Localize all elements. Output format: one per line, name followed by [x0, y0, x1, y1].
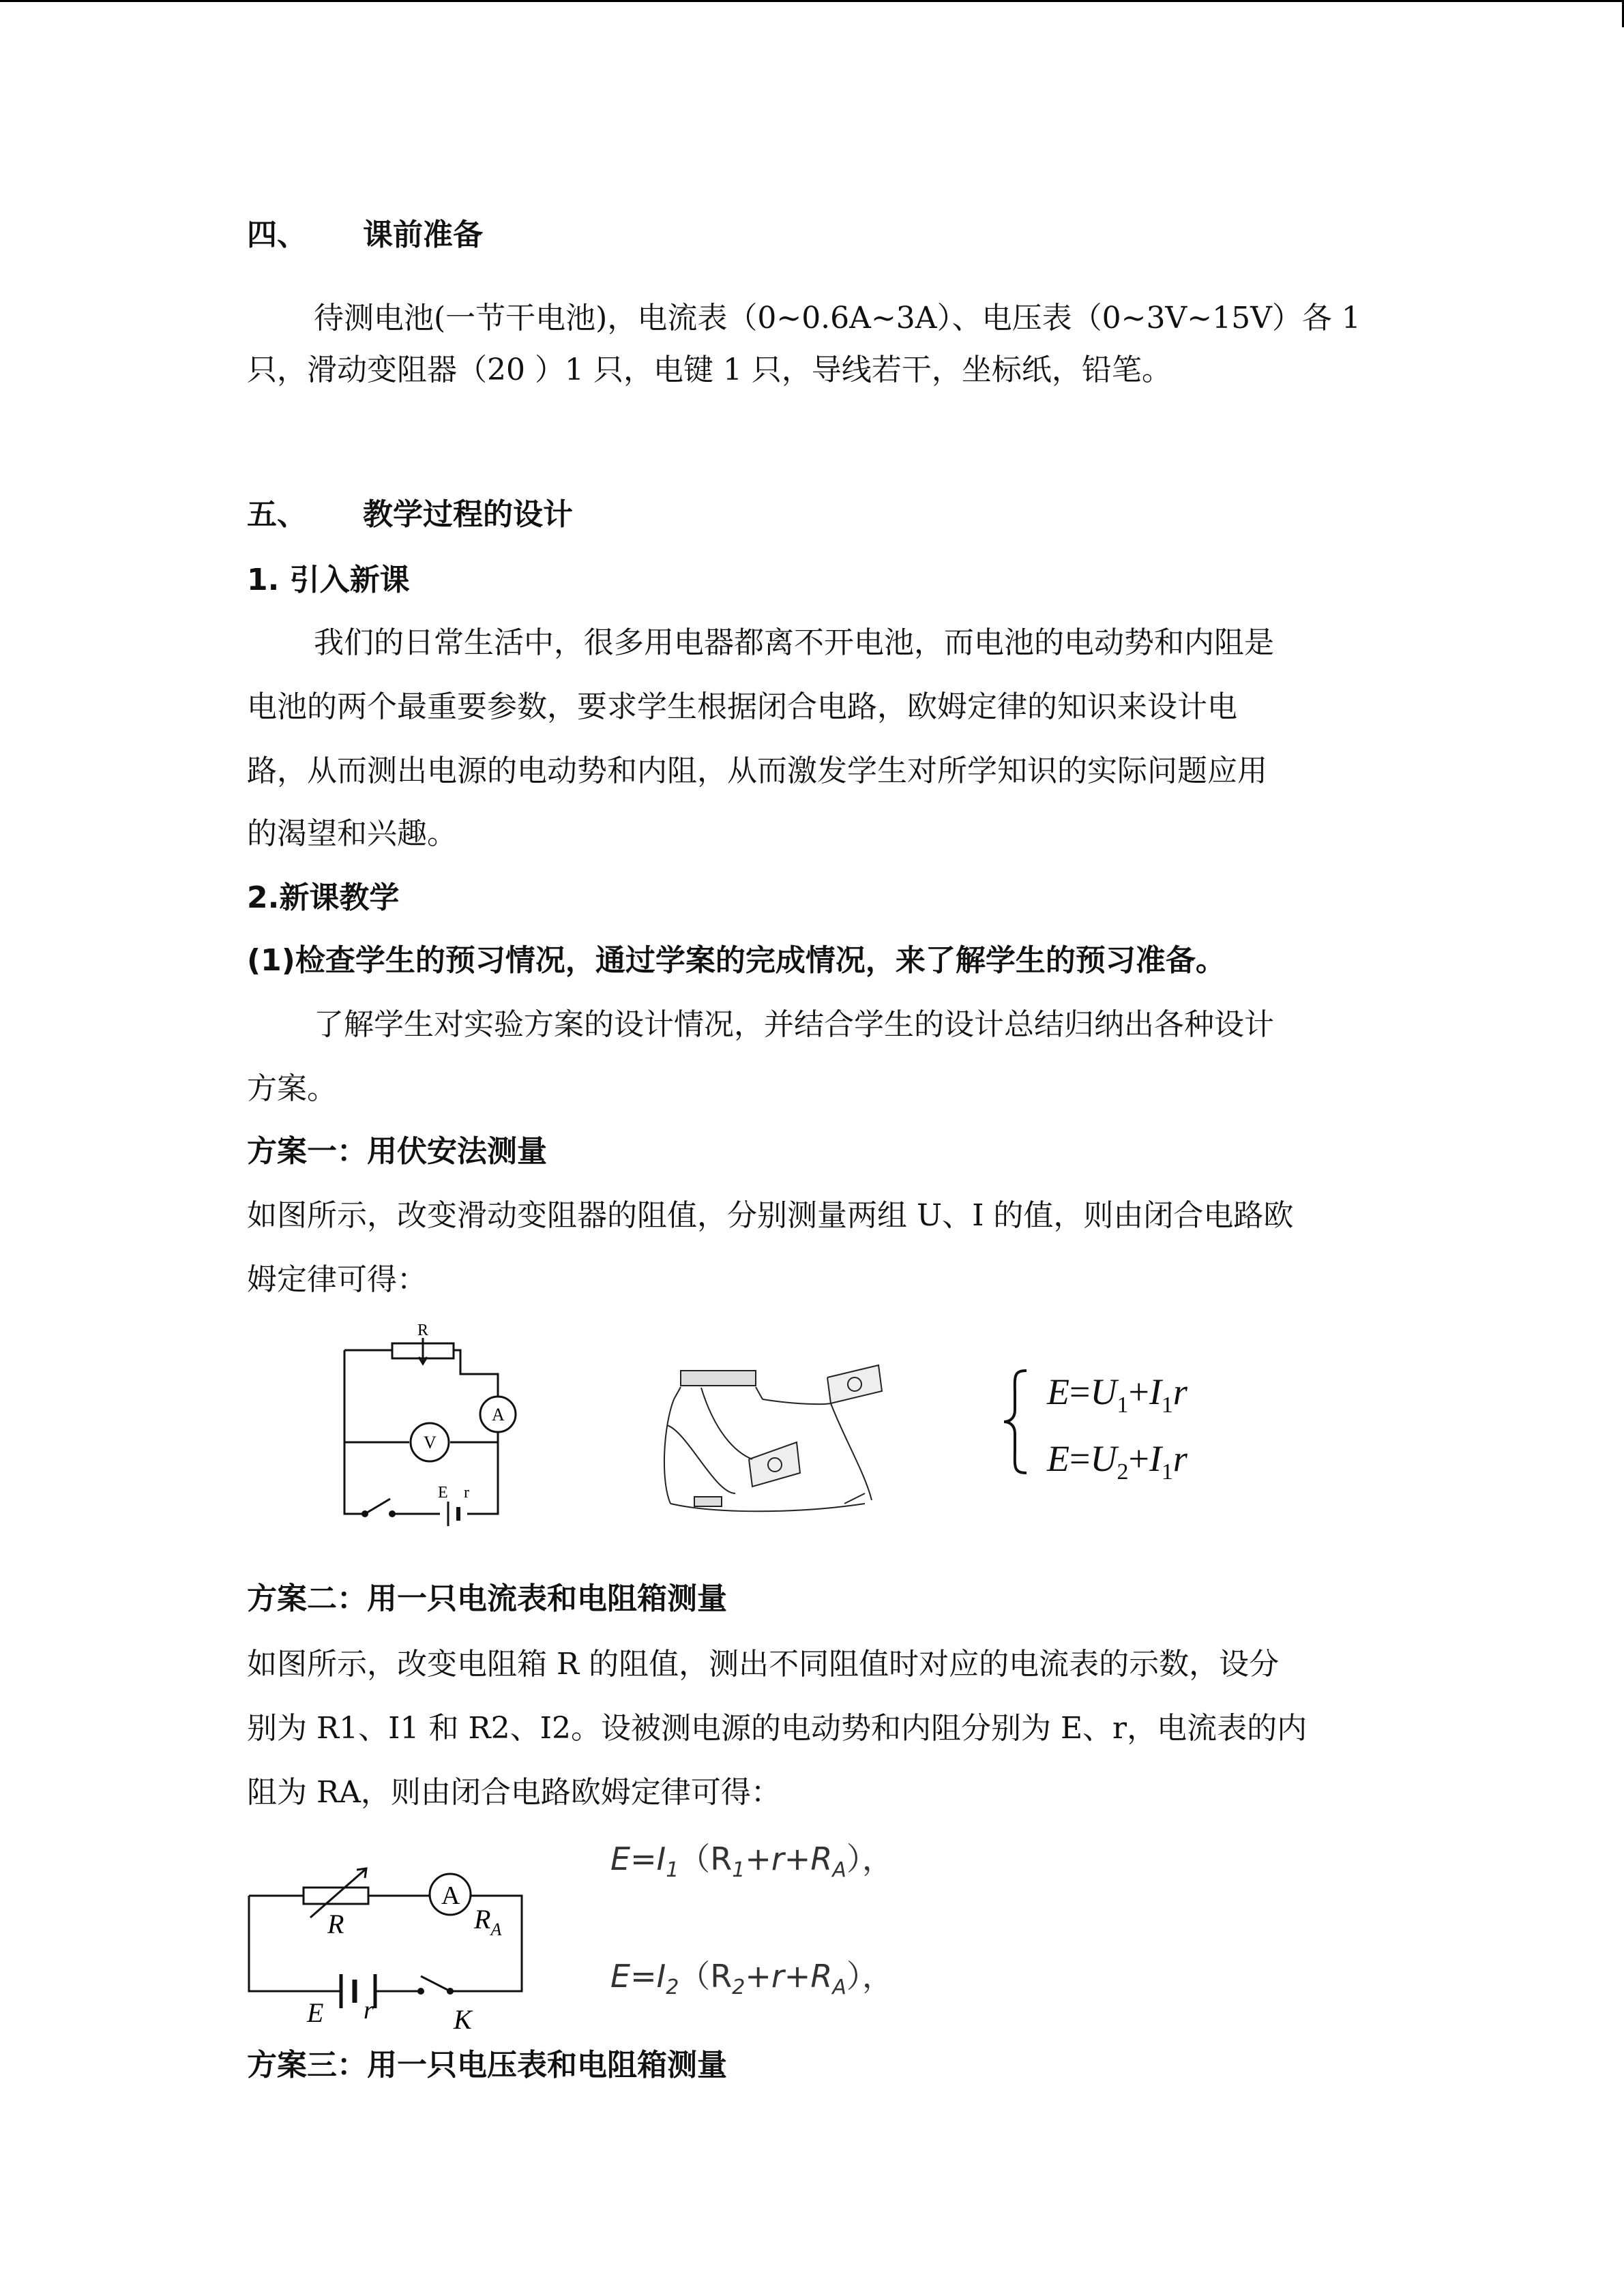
eq2-I: I: [1149, 1438, 1162, 1479]
plan3-heading: 方案三：用一只电压表和电阻箱测量: [247, 2048, 727, 2083]
p2eq1-close: ），: [846, 1840, 894, 1877]
key-label: K: [454, 2004, 472, 2035]
voltammeter-circuit-diagram: [334, 1322, 539, 1534]
section4-number: 四、: [247, 218, 307, 252]
voltmeter-label: V: [424, 1433, 437, 1452]
eq2-I-sub: 1: [1161, 1459, 1173, 1485]
section4-heading: [247, 210, 1379, 254]
p2eq1-isub: 1: [666, 1858, 679, 1883]
p2eq2-asub: A: [832, 1976, 846, 2000]
plan1-line-2: 姆定律可得：: [247, 1262, 427, 1297]
r-label: r: [364, 1996, 374, 2025]
resistance-box-circuit-diagram: [242, 1855, 542, 2035]
plan1-line-1: 如图所示，改变滑动变阻器的阻值，分别测量两组 U、I 的值，则由闭合电路欧: [247, 1198, 1294, 1233]
plan2-equation-1: [610, 1834, 894, 1882]
box-label: R: [327, 1909, 344, 1939]
eq1-E: E: [1047, 1371, 1069, 1412]
intro-line-3: 路，从而测出电源的电动势和内阻，从而激发学生对所学知识的实际问题应用: [247, 754, 1267, 788]
plan2-line-2: 别为 R1、I1 和 R2、I2。设被测电源的电动势和内阻分别为 E、r，电流表的内: [247, 1711, 1308, 1746]
ra-sub: A: [490, 1920, 502, 1939]
intro-line-4: 的渴望和兴趣。: [247, 816, 457, 851]
eq1-r: r: [1172, 1371, 1187, 1412]
intro-heading: 1. 引入新课: [247, 563, 410, 597]
teaching-line-1: 了解学生对实验方案的设计情况，并结合学生的设计总结归纳出各种设计: [314, 1007, 1274, 1042]
battery-label: E: [438, 1484, 448, 1502]
section5-title: 教学过程的设计: [363, 497, 573, 532]
section5-number: 五、: [247, 497, 307, 532]
eq1-U-sub: 1: [1117, 1392, 1129, 1418]
plan1-heading: 方案一：用伏安法测量: [247, 1134, 547, 1169]
p2eq2-close: ），: [846, 1958, 894, 1995]
teaching-line-2: 方案。: [247, 1071, 337, 1106]
p2eq2-isub: 2: [666, 1976, 679, 2000]
emf-label: E: [307, 1997, 324, 2028]
eq1-equals: =: [1069, 1371, 1091, 1412]
section5-heading: [247, 490, 1379, 533]
plan2-line-1: 如图所示，改变电阻箱 R 的阻值，测出不同阻值时对应的电流表的示数，设分: [247, 1647, 1280, 1682]
p2eq1-asub: A: [832, 1858, 846, 1883]
check-heading: (1)检查学生的预习情况，通过学案的完成情况，来了解学生的预习准备。: [247, 943, 1226, 978]
eq1-I: I: [1149, 1371, 1162, 1412]
eq2-U: U: [1090, 1438, 1117, 1479]
plan2-equation-2: [610, 1952, 894, 1999]
p2eq1-rsub: 1: [732, 1858, 745, 1883]
p2eq2-lhs: E=I: [610, 1958, 666, 1995]
ra-label: [473, 1904, 501, 1939]
p2eq2-mid: +r+R: [745, 1958, 833, 1995]
p2eq1-lhs: E=I: [610, 1840, 666, 1877]
plan2-line-3: 阻为 RA，则由闭合电路欧姆定律可得：: [247, 1775, 781, 1810]
eq2-E: E: [1047, 1438, 1069, 1479]
eq1-I-sub: 1: [1161, 1392, 1173, 1418]
eq2-r: r: [1172, 1438, 1187, 1479]
rheostat-label: R: [417, 1322, 429, 1339]
eq2-U-sub: 2: [1117, 1459, 1129, 1485]
eq2-plus: +: [1128, 1438, 1149, 1479]
teaching-heading: 2.新课教学: [247, 880, 400, 915]
eq1-plus: +: [1128, 1371, 1149, 1412]
p2eq2-rsub: 2: [732, 1976, 745, 2000]
top-border: [0, 0, 1624, 2]
p2eq1-open: （R: [679, 1840, 733, 1877]
plan1-equation-1: [1047, 1371, 1187, 1418]
apparatus-photo-illustration: [660, 1357, 906, 1521]
intro-line-1: 我们的日常生活中，很多用电器都离不开电池，而电池的电动势和内阻是: [314, 625, 1274, 660]
ammeter2-label: A: [441, 1881, 460, 1910]
equation-brace: [996, 1364, 1037, 1480]
ammeter-label: A: [492, 1405, 505, 1425]
p2eq2-open: （R: [679, 1958, 733, 1995]
eq2-equals: =: [1069, 1438, 1091, 1479]
internal-resistance-label: r: [464, 1484, 469, 1502]
ra-main: R: [474, 1904, 491, 1935]
plan2-heading: 方案二：用一只电流表和电阻箱测量: [247, 1581, 727, 1616]
prep-line-2: 只，滑动变阻器（20 ）1 只，电键 1 只，导线若干，坐标纸，铅笔。: [247, 353, 1172, 387]
eq1-U: U: [1090, 1371, 1117, 1412]
intro-line-2: 电池的两个最重要参数，要求学生根据闭合电路，欧姆定律的知识来设计电: [247, 689, 1237, 724]
p2eq1-mid: +r+R: [745, 1840, 833, 1877]
prep-line-1: 待测电池(一节干电池)，电流表（0~0.6A~3A）、电压表（0~3V~15V）各 1: [314, 301, 1361, 336]
plan1-equation-2: [1047, 1437, 1187, 1485]
section4-title: 课前准备: [363, 218, 483, 252]
